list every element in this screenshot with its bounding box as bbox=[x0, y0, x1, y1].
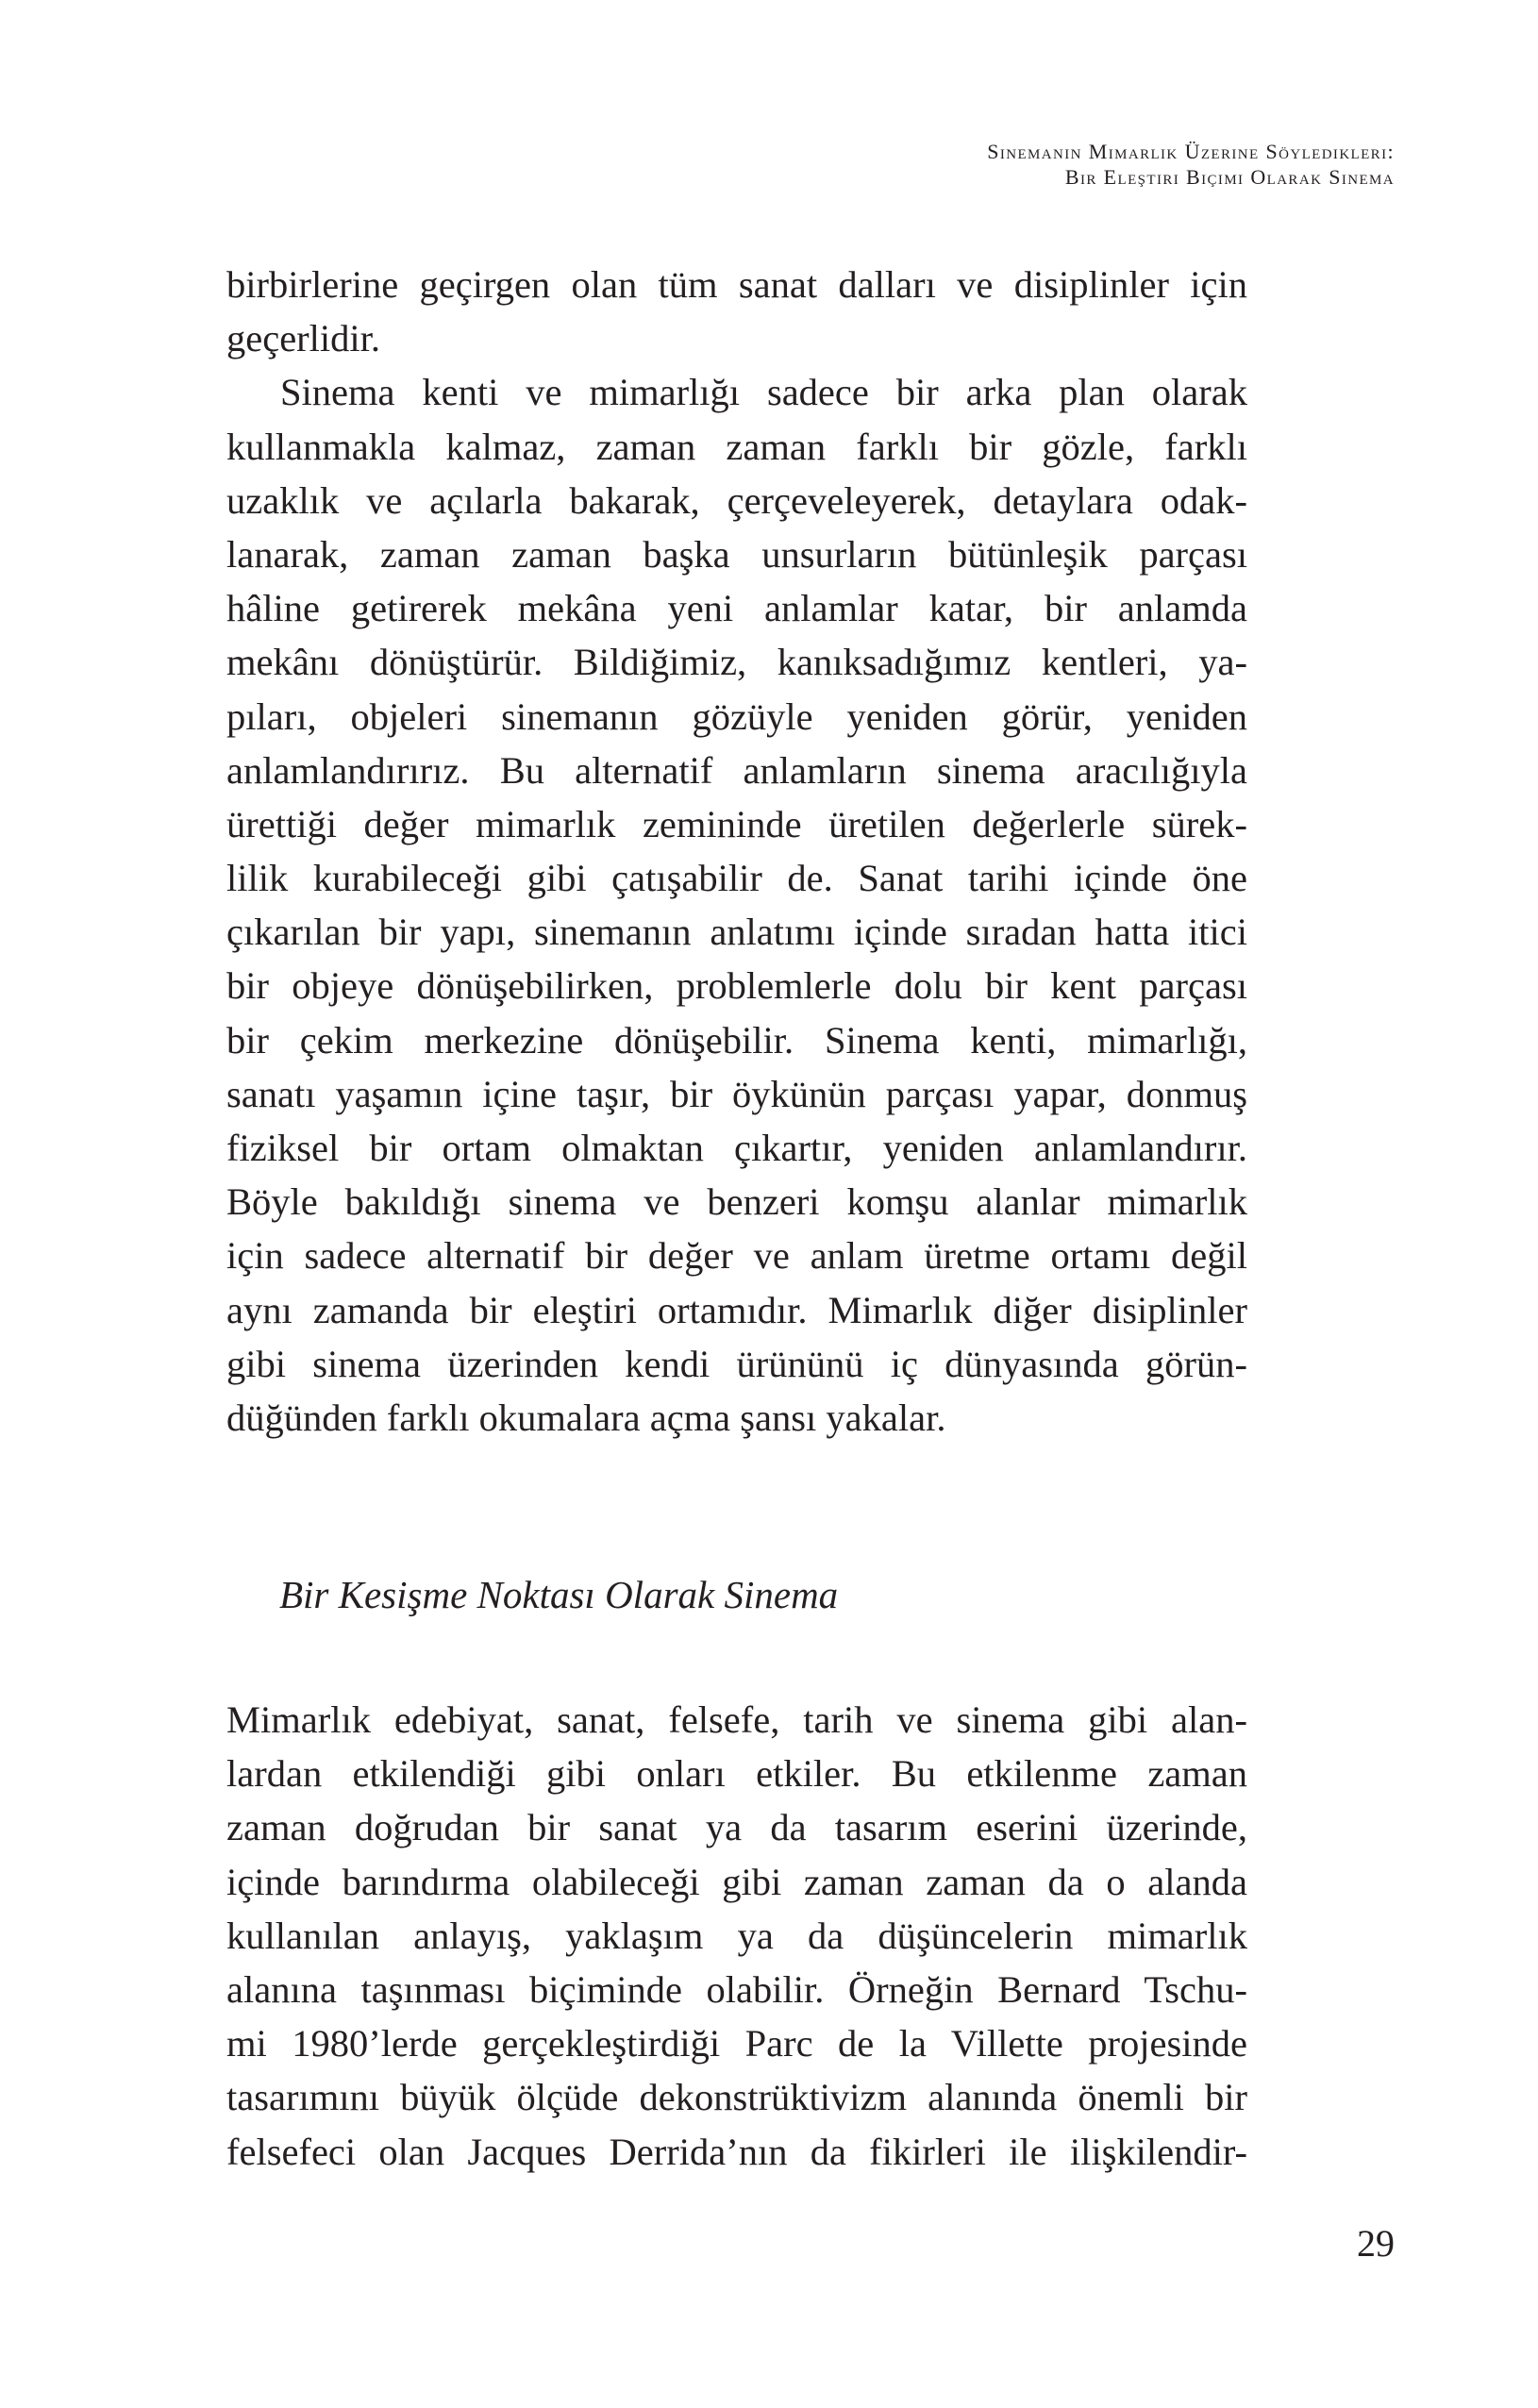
text-line: uzaklık ve açılarla bakarak, çerçeveleyerek, detaylara odak- bbox=[226, 478, 1247, 522]
text-line: aynı zamanda bir eleştiri ortamıdır. Mimarlık diğer disiplinler bbox=[226, 1288, 1247, 1331]
text-line: lilik kurabileceği gibi çatışabilir de. Sanat tarihi içinde öne bbox=[226, 857, 1247, 900]
text-line: bir objeye dönüşebilirken, problemlerle dolu bir kent parçası bbox=[226, 964, 1247, 1008]
body-text-bottom bbox=[226, 1693, 1247, 2179]
text-line: içinde barındırma olabileceği gibi zaman zaman da o alanda bbox=[226, 1860, 1247, 1903]
text-line: kullanılan anlayış, yaklaşım ya da düşüncelerin mimarlık bbox=[226, 1914, 1247, 1957]
text-line: Sinema kenti ve mimarlığı sadece bir arka plan olarak bbox=[280, 371, 1247, 414]
text-line: pıları, objeleri sinemanın gözüyle yeniden görür, yeniden bbox=[226, 694, 1247, 738]
text-line: mekânı dönüştürür. Bildiğimiz, kanıksadığımız kentleri, ya- bbox=[226, 641, 1247, 684]
running-head bbox=[987, 139, 1395, 190]
text-line: birbirlerine geçirgen olan tüm sanat dalları ve disiplinler için bbox=[226, 263, 1247, 306]
running-head-line-1: Sinemanın Mimarlık Üzerine Söyledikleri: bbox=[987, 140, 1395, 163]
text-line: hâline getirerek mekâna yeni anlamlar katar, bir anlamda bbox=[226, 587, 1247, 630]
text-line: mi 1980’lerde gerçekleştirdiği Parc de la Villette projesinde bbox=[226, 2022, 1247, 2065]
page-number: 29 bbox=[1357, 2222, 1395, 2265]
text-line: düğünden farklı okumalara açma şansı yakalar. bbox=[226, 1396, 946, 1439]
text-line: fiziksel bir ortam olmaktan çıkartır, yeniden anlamlandırır. bbox=[226, 1127, 1247, 1169]
section-heading: Bir Kesişme Noktası Olarak Sinema bbox=[279, 1573, 839, 1616]
text-line: zaman doğrudan bir sanat ya da tasarım eserini üzerinde, bbox=[226, 1806, 1247, 1849]
running-head-line-2: Bir Eleştiri Biçimi Olarak Sinema bbox=[1064, 165, 1395, 189]
text-line: lanarak, zaman zaman başka unsurların bütünleşik parçası bbox=[226, 532, 1247, 576]
text-line: Böyle bakıldığı sinema ve benzeri komşu alanlar mimarlık bbox=[226, 1180, 1247, 1224]
text-line: lardan etkilendiği gibi onları etkiler. Bu etkilenme zaman bbox=[226, 1752, 1247, 1796]
text-line: çıkarılan bir yapı, sinemanın anlatımı içinde sıradan hatta itici bbox=[226, 911, 1247, 954]
text-line: geçerlidir. bbox=[226, 317, 381, 360]
body-text-top bbox=[226, 258, 1247, 1445]
text-line: Mimarlık edebiyat, sanat, felsefe, tarih ve sinema gibi alan- bbox=[226, 1698, 1247, 1741]
text-line: kullanmakla kalmaz, zaman zaman farklı bir gözle, farklı bbox=[226, 425, 1247, 468]
text-line: ürettiği değer mimarlık zemininde üretilen değerlerle sürek- bbox=[226, 802, 1247, 845]
text-line: felsefeci olan Jacques Derrida’nın da fikirleri ile ilişkilendir- bbox=[226, 2130, 1247, 2173]
text-line: anlamlandırırız. Bu alternatif anlamların sinema aracılığıyla bbox=[226, 748, 1247, 792]
text-line: için sadece alternatif bir değer ve anlam üretme ortamı değil bbox=[226, 1234, 1247, 1278]
text-line: tasarımını büyük ölçüde dekonstrüktivizm alanında önemli bir bbox=[226, 2076, 1247, 2119]
text-line: alanına taşınması biçiminde olabilir. Örneğin Bernard Tschu- bbox=[226, 1967, 1247, 2011]
text-line: sanatı yaşamın içine taşır, bir öykünün parçası yapar, donmuş bbox=[226, 1072, 1247, 1115]
text-line: bir çekim merkezine dönüşebilir. Sinema kenti, mimarlığı, bbox=[226, 1018, 1247, 1062]
text-line: gibi sinema üzerinden kendi ürününü iç dünyasında görün- bbox=[226, 1342, 1247, 1385]
